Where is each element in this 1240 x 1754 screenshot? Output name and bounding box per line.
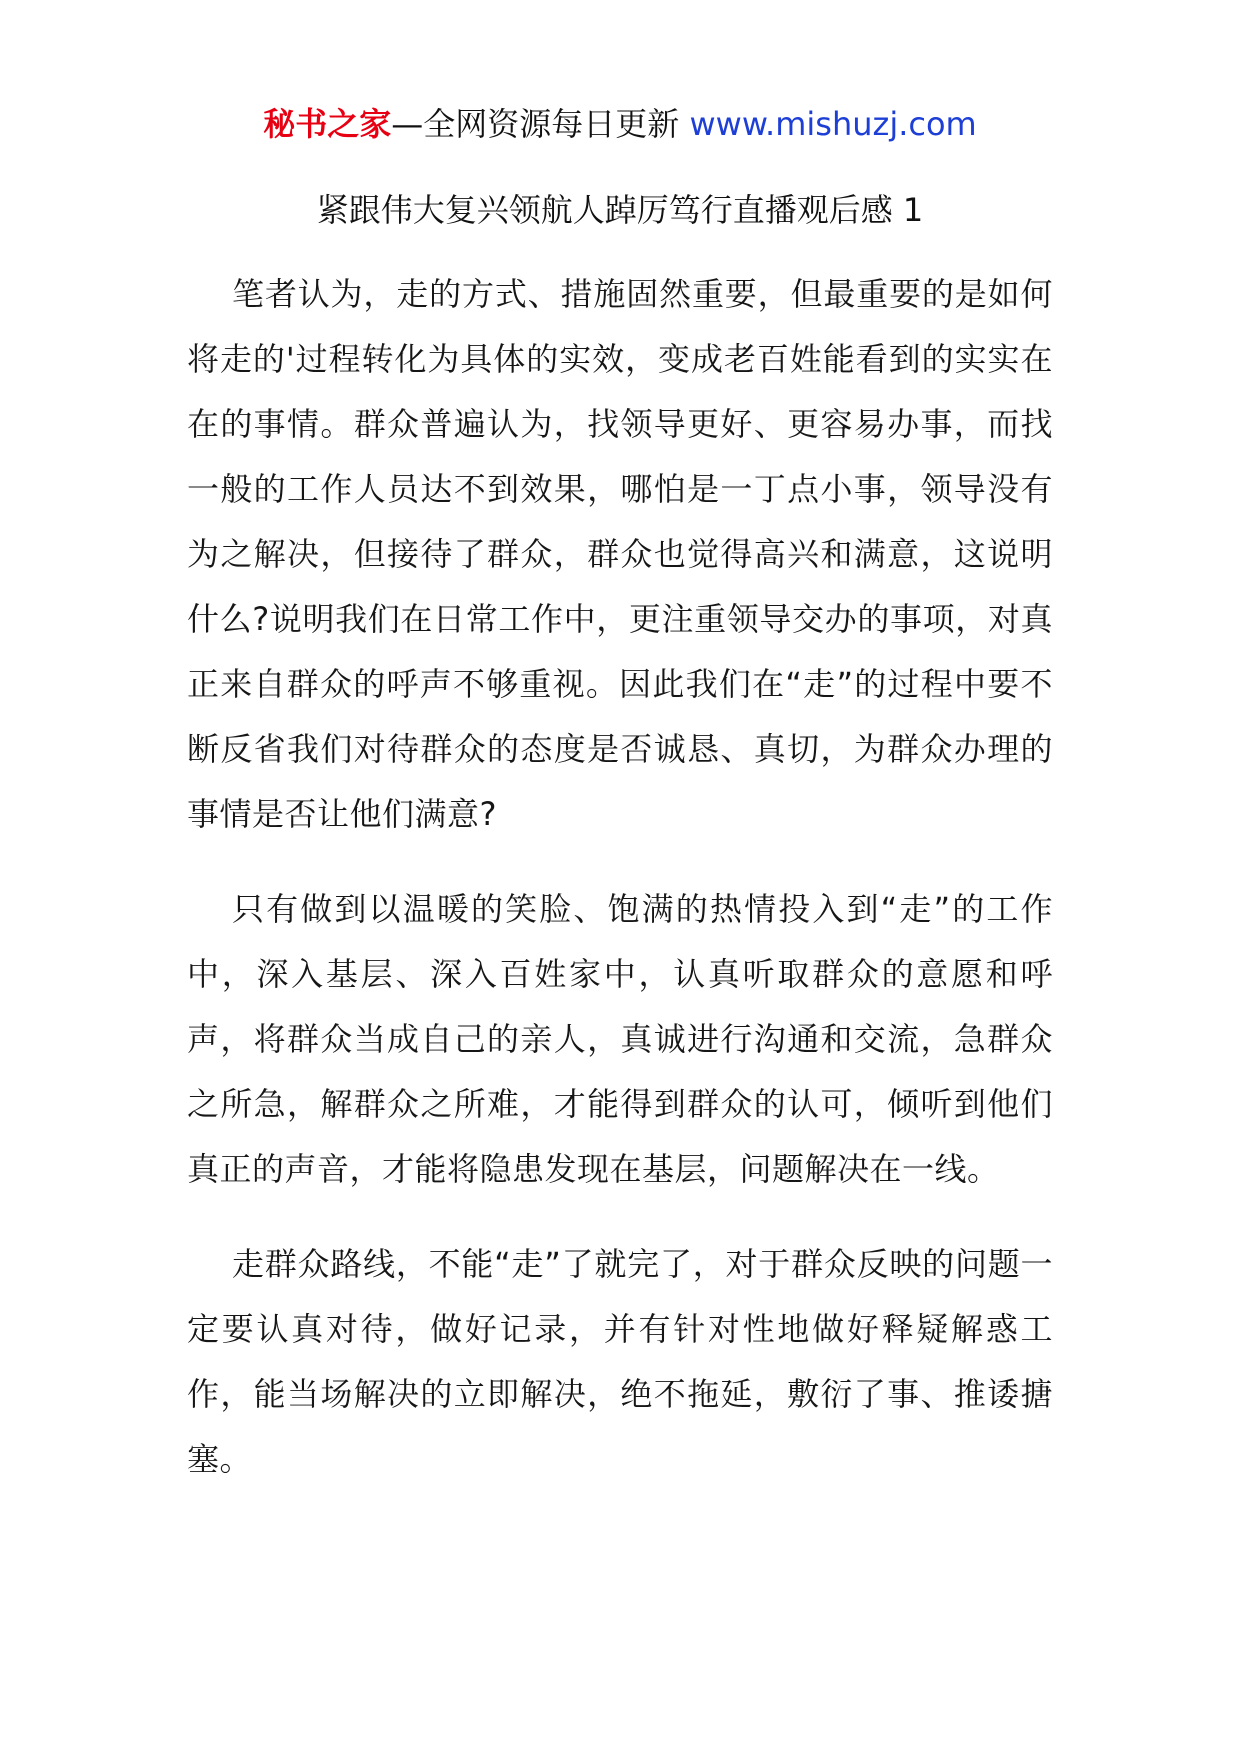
header-slogan: —全网资源每日更新: [391, 105, 690, 143]
document-title: 紧跟伟大复兴领航人踔厉笃行直播观后感 1: [316, 191, 924, 229]
site-url-link[interactable]: www.mishuzj.com: [689, 105, 977, 143]
document-body: [187, 262, 1053, 1522]
brand-name: 秘书之家: [263, 105, 392, 143]
paragraph-3: 走群众路线，不能“走”了就完了，对于群众反映的问题一定要认真对待，做好记录，并有针对性地做好释疑解惑工作，能当场解决的立即解决，绝不拖延，敷衍了事、推诿搪塞。: [187, 1245, 1053, 1478]
paragraph-1: 笔者认为，走的方式、措施固然重要，但最重要的是如何将走的'过程转化为具体的实效，变成老百姓能看到的实实在在的事情。群众普遍认为，找领导更好、更容易办事，而找一般的工作人员达不到效果，哪怕是一丁点小事，领导没有为之解决，但接待了群众，群众也觉得高兴和满意，这说明什么?说明我们在日常工作中，更注重领导交办的事项，对真正来自群众的呼声不够重视。因此我们在“走”的过程中要不断反省我们对待群众的态度是否诚恳、真切，为群众办理的事情是否让他们满意?: [187, 275, 1053, 833]
paragraph-2: 只有做到以温暖的笑脸、饱满的热情投入到“走”的工作中，深入基层、深入百姓家中，认真听取群众的意愿和呼声，将群众当成自己的亲人，真诚进行沟通和交流，急群众之所急，解群众之所难，才能得到群众的认可，倾听到他们真正的声音，才能将隐患发现在基层，问题解决在一线。: [187, 890, 1053, 1188]
site-header: [0, 100, 1240, 148]
